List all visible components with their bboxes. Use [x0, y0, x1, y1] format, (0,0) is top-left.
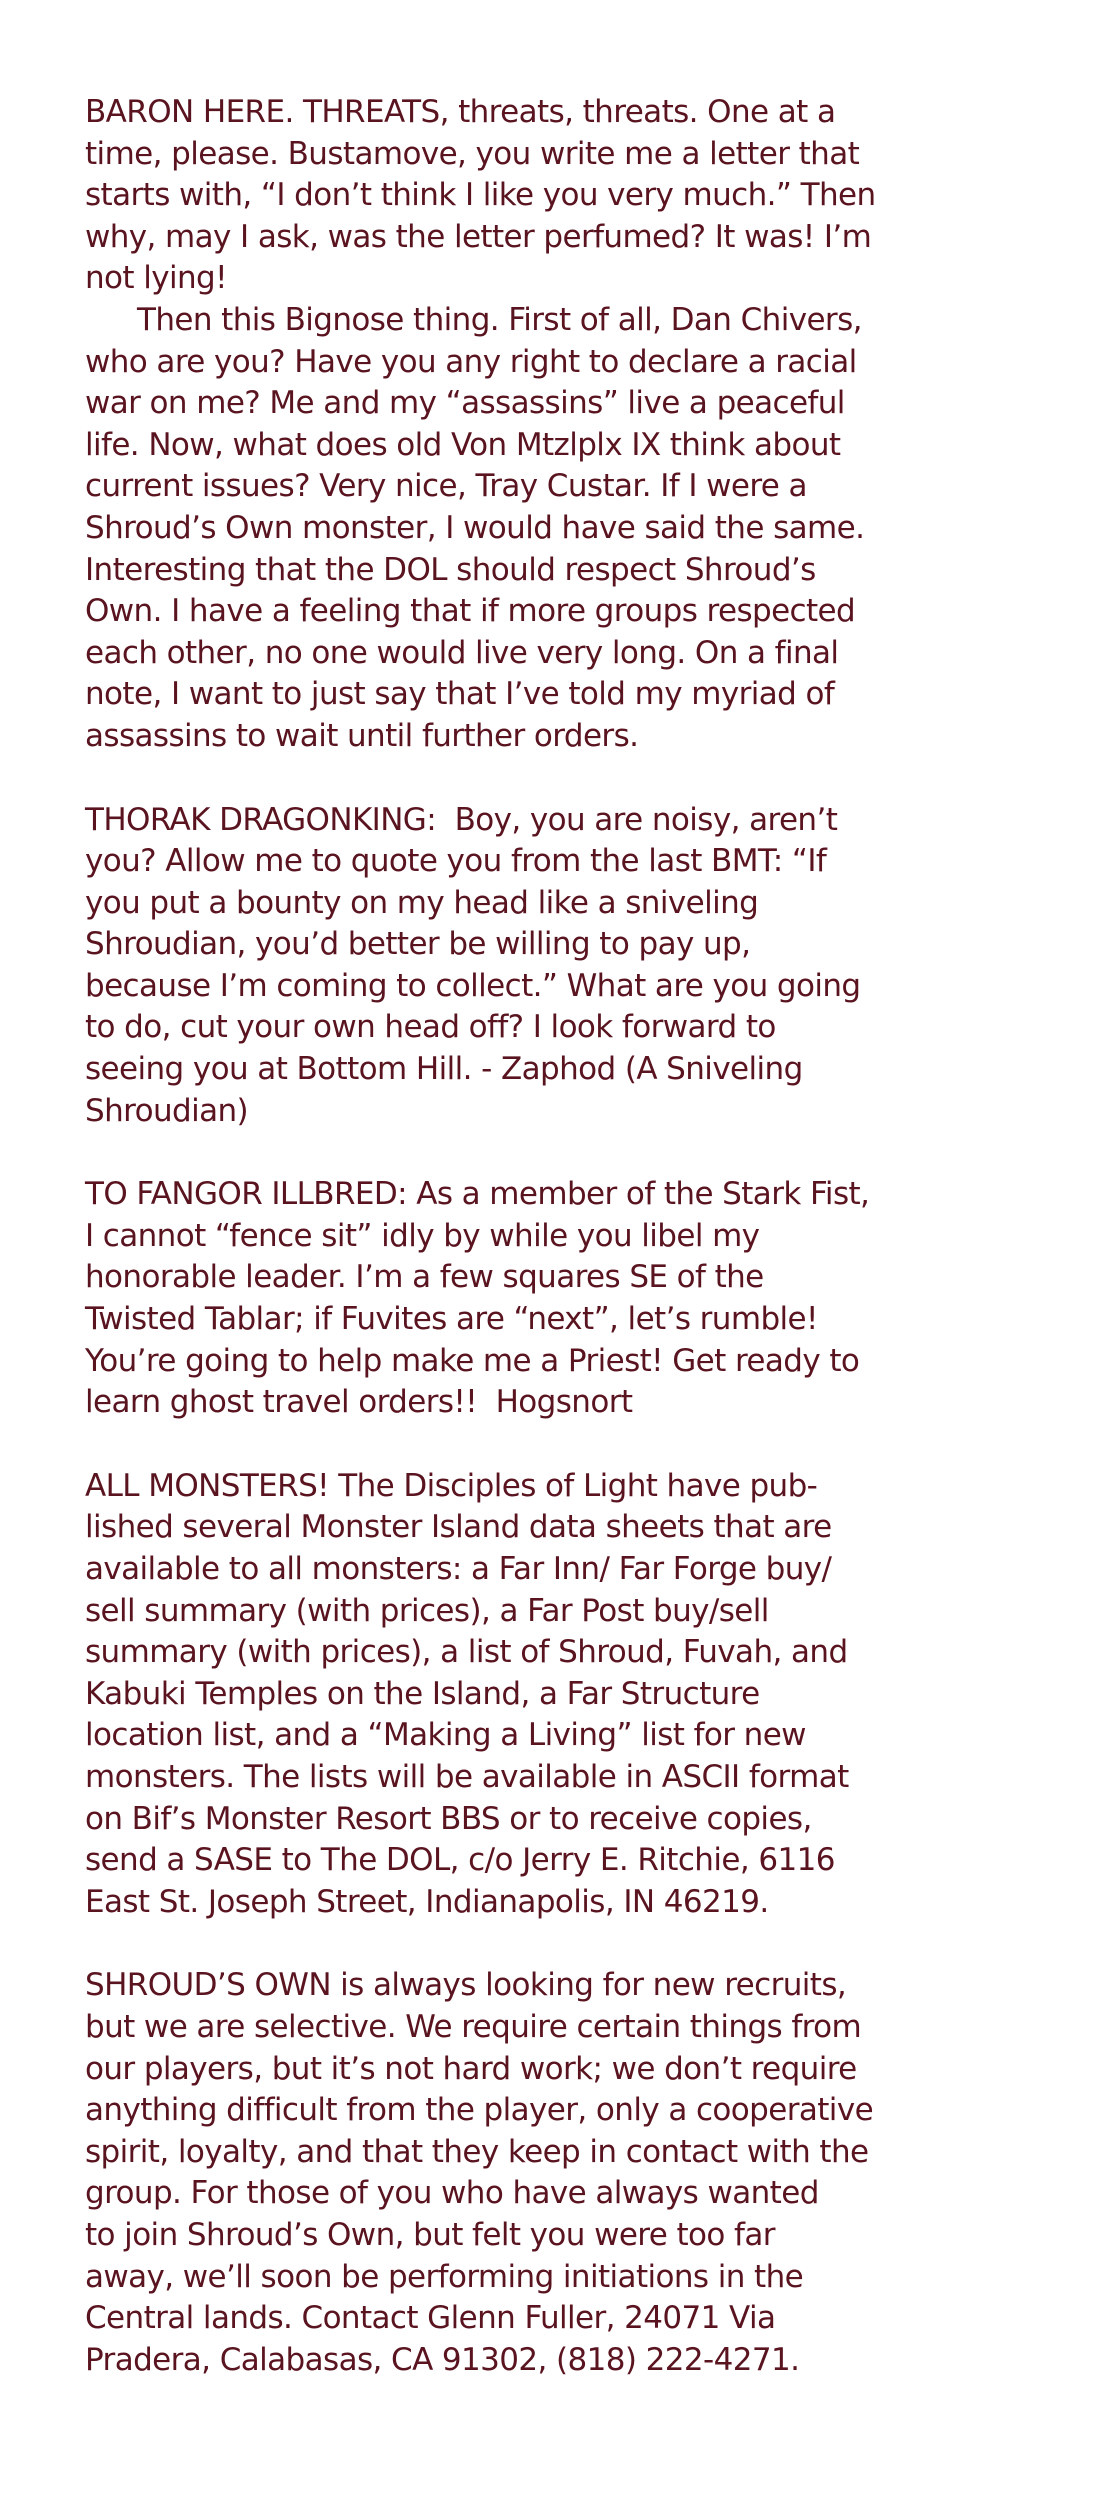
paragraph	[85, 800, 965, 1133]
text-line: available to all monsters: a Far Inn/ Far Forge buy/	[85, 1551, 832, 1587]
text-line: BARON HERE. THREATS, threats, threats. One at a	[85, 94, 836, 130]
paragraph	[85, 1466, 965, 1924]
text-line: not lying!	[85, 260, 227, 297]
text-line: ALL MONSTERS! The Disciples of Light have pub-	[85, 1467, 818, 1504]
text-line: anything difficult from the player, only a cooperative	[85, 2092, 874, 2129]
text-line: Then this Bignose thing. First of all, Dan Chivers,	[137, 301, 862, 338]
text-line: send a SASE to The DOL, c/o Jerry E. Ritchie, 6116	[85, 1842, 835, 1879]
text-line: I cannot “fence sit” idly by while you libel my	[85, 1217, 760, 1254]
section-shrouds-own	[85, 1965, 965, 2381]
section-thorak-dragonking	[85, 800, 965, 1133]
text-line: Shroudian)	[85, 1092, 249, 1129]
text-line: but we are selective. We require certain things from	[85, 2008, 862, 2045]
text-line: TO FANGOR ILLBRED: As a member of the Stark Fist,	[85, 1176, 870, 1213]
text-line: Shroud’s Own monster, I would have said the same.	[85, 509, 865, 546]
text-line: because I’m coming to collect.” What are you going	[85, 967, 861, 1004]
text-line: why, may I ask, was the letter perfumed? It was! I’m	[85, 218, 872, 255]
text-line: Twisted Tablar; if Fuvites are “next”, let’s rumble!	[85, 1301, 818, 1338]
text-line: sell summary (with prices), a Far Post buy/sell	[85, 1592, 769, 1629]
text-line: Kabuki Temples on the Island, a Far Structure	[85, 1675, 760, 1712]
text-line: monsters. The lists will be available in ASCII format	[85, 1758, 849, 1795]
text-line: note, I want to just say that I’ve told my myriad of	[85, 676, 835, 713]
document-page	[85, 92, 965, 2423]
text-line: summary (with prices), a list of Shroud, Fuvah, and	[85, 1634, 848, 1671]
text-line: Interesting that the DOL should respect Shroud’s	[85, 551, 816, 588]
text-line: Central lands. Contact Glenn Fuller, 24071 Via	[85, 2300, 776, 2337]
text-line: location list, and a “Making a Living” list for new	[85, 1717, 806, 1754]
text-line: lished several Monster Island data sheets that are	[85, 1509, 832, 1546]
text-line: life. Now, what does old Von Mtzlplx IX think about	[85, 426, 841, 463]
text-line: You’re going to help make me a Priest! Get ready to	[85, 1342, 860, 1379]
text-line: SHROUD’S OWN is always looking for new recruits,	[85, 1967, 847, 2004]
paragraph	[85, 92, 965, 300]
text-line: Shroudian, you’d better be willing to pay up,	[85, 926, 751, 963]
text-line: seeing you at Bottom Hill. - Zaphod (A Sniveling	[85, 1051, 803, 1088]
paragraph	[85, 300, 965, 758]
section-all-monsters	[85, 1466, 965, 1924]
section-to-fangor-illbred	[85, 1174, 965, 1424]
text-line: learn ghost travel orders!! Hogsnort	[85, 1384, 633, 1421]
text-line: starts with, “I don’t think I like you very much.” Then	[85, 177, 876, 214]
text-line: who are you? Have you any right to declare a racial	[85, 343, 857, 380]
paragraph	[85, 1965, 965, 2381]
text-line: you? Allow me to quote you from the last BMT: “If	[85, 843, 827, 880]
text-line: you put a bounty on my head like a sniveling	[85, 884, 759, 921]
text-line: East St. Joseph Street, Indianapolis, IN 46219.	[85, 1883, 769, 1920]
section-baron-letter	[85, 92, 965, 758]
text-line: our players, but it’s not hard work; we don’t require	[85, 2050, 857, 2087]
text-line: each other, no one would live very long. On a final	[85, 634, 839, 671]
text-line: to join Shroud’s Own, but felt you were too far	[85, 2216, 775, 2253]
text-line: current issues? Very nice, Tray Custar. If I were a	[85, 468, 807, 505]
text-line: honorable leader. I’m a few squares SE of the	[85, 1259, 764, 1296]
text-line: on Bif’s Monster Resort BBS or to receive copies,	[85, 1800, 812, 1837]
text-line: time, please. Bustamove, you write me a letter that	[85, 135, 860, 172]
text-line: war on me? Me and my “assassins” live a peaceful	[85, 385, 845, 422]
text-line: Pradera, Calabasas, CA 91302, (818) 222-4271.	[85, 2341, 800, 2378]
text-line: Own. I have a feeling that if more groups respected	[85, 593, 856, 630]
text-line: assassins to wait until further orders.	[85, 717, 639, 754]
text-line: group. For those of you who have always wanted	[85, 2175, 819, 2212]
paragraph	[85, 1174, 965, 1424]
text-line: to do, cut your own head off? I look forward to	[85, 1009, 776, 1046]
text-line: spirit, loyalty, and that they keep in contact with the	[85, 2133, 869, 2170]
text-line: THORAK DRAGONKING: Boy, you are noisy, aren’t	[85, 801, 838, 838]
text-line: away, we’ll soon be performing initiations in the	[85, 2258, 804, 2295]
